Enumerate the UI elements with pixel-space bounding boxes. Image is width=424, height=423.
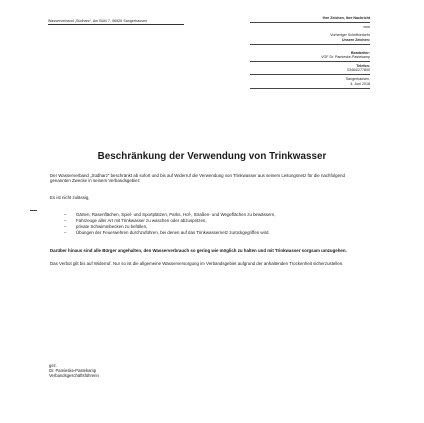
- reference-divider: [250, 88, 370, 89]
- list-item-text: private Schwimmbecken zu befüllen,: [76, 224, 148, 230]
- reference-vom: vom: [363, 24, 370, 29]
- list-item: – Übungen der Feuerwehren durchzuführen, bei denen auf das Trinkwassernetz zurückgegriffen wird.: [64, 230, 270, 236]
- list-item-text: Fahrzeuge aller Art mit Trinkwasser zu waschen oder abzuspritzen,: [76, 218, 207, 224]
- sender-address-line: Wasserverband „Südharz“, Am Bühl 7, 06526 Sangerhausen: [48, 19, 148, 23]
- sender-divider: [48, 24, 184, 25]
- document-title: Beschränkung der Verwendung von Trinkwasser: [97, 151, 327, 162]
- our-reference-label: Unsere Zeichen:: [342, 37, 370, 42]
- prohibited-list: [50, 212, 362, 235]
- list-item: – private Schwimmbecken zu befüllen,: [64, 224, 148, 230]
- reference-divider: [250, 61, 370, 62]
- our-reference-value: Vorheriger Schriftverkehr: [330, 33, 370, 38]
- signature-block: [49, 363, 99, 379]
- signature-role: Verbandsgeschäftsführerin: [49, 373, 99, 379]
- signature-gez: gez.: [49, 363, 57, 368]
- date: 4. Juni 2018: [350, 81, 370, 86]
- intro-paragraph: Der Wasserverband „Südharz“ beschränkt ab sofort und bis auf Widerruf die Verwendung von Trinkwasser aus seinem Leitungsnetz für die nachfolgend genannten Zwecke in seinem Verbandsgebiet:: [50, 173, 345, 184]
- list-item: – Gärten, Rasenflächen, Spiel- und Sportplätzen, Parks, Hof-, Straßen- und Wegeflächen zu bewässern,: [64, 212, 276, 218]
- list-item-text: Gärten, Rasenflächen, Spiel- und Sportplätzen, Parks, Hof-, Straßen- und Wegeflächen zu bewässern,: [76, 212, 276, 218]
- signature-name: Dr. Pamieske-Pastekamp: [49, 368, 97, 374]
- reference-divider: [250, 74, 370, 75]
- bold-notice: Darüber hinaus sind alle Bürger angehalten, den Wasserverbrauch so gering wie möglich zu halten und mit Trinkwasser sorgsam umzugehen.: [50, 247, 347, 253]
- place: Sangerhausen,: [345, 77, 370, 82]
- prohibited-heading: Es ist nicht zulässig,: [50, 194, 90, 200]
- phone-value: 03464/277800: [347, 68, 370, 73]
- validity-note: Das Verbot gilt bis auf Widerruf. Nur so ist die allgemeine Wasserversorgung im Verbandsgebiet aufgrund der anhaltenden Trockenheit sicherzustellen.: [50, 261, 344, 267]
- list-item: – Fahrzeuge aller Art mit Trinkwasser zu waschen oder abzuspritzen,: [64, 218, 207, 224]
- phone-label: Telefon:: [356, 63, 370, 68]
- letter-body: [50, 173, 370, 266]
- reference-divider: [250, 22, 370, 23]
- reference-divider: [250, 44, 370, 45]
- clerk-label: Bearbeiter:: [351, 50, 370, 55]
- list-item-text: Übungen der Feuerwehren durchzuführen, bei denen auf das Trinkwassernetz zurückgegriffen wird.: [76, 230, 270, 236]
- your-reference-label: Ihre Zeichen, Ihre Nachricht: [322, 16, 370, 20]
- fold-mark: [30, 210, 37, 211]
- reference-block: [250, 16, 370, 90]
- clerk-value: VGF Dr. Pamieske-Pastekamp: [321, 55, 370, 60]
